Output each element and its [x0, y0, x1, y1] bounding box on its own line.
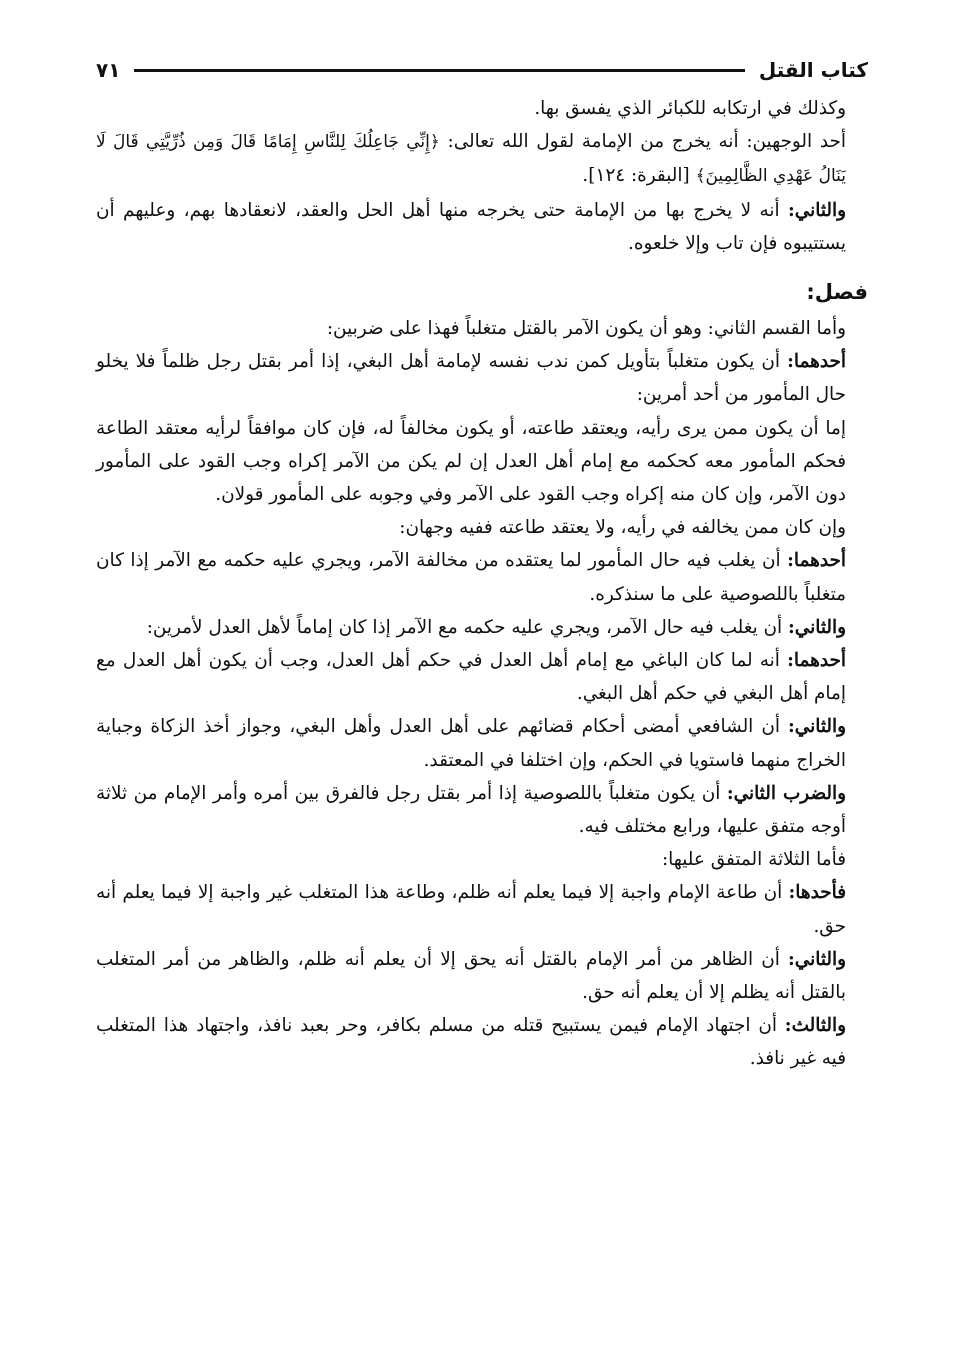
running-title: كتاب القتل [758, 58, 868, 82]
paragraph-lead: والثاني: [788, 199, 846, 221]
paragraph-text: وإن كان ممن يخالفه في رأيه، ولا يعتقد طاعته ففيه وجهان: [399, 517, 846, 539]
quran-verse: ﴿إِنِّي جَاعِلُكَ لِلنَّاسِ إِمَامًا قَالَ وَمِن ذُرِّيَّتِي قَالَ لَا يَنَالُ عَهْدِي الظَّالِمِينَ﴾ [96, 132, 846, 187]
paragraph-text: أن طاعة الإمام واجبة إلا فيما يعلم أنه ظلم، وطاعة هذا المتغلب غير واجبة إلا فيما يعلم أنه حق. [96, 882, 846, 937]
paragraph-text: أن يغلب فيه حال المأمور لما يعتقده من مخالفة الآمر، ويجري عليه حكمه مع الآمر إذا كان متغلباً باللصوصية على ما سنذكره. [96, 550, 846, 605]
paragraph-text: أن اجتهاد الإمام فيمن يستبيح قتله من مسلم بكافر، وحر بعبد نافذ، واجتهاد هذا المتغلب فيه غير نافذ. [96, 1015, 846, 1070]
paragraph [96, 312, 868, 345]
page-header [96, 48, 868, 92]
section-heading: فصل: [806, 280, 868, 305]
paragraph [96, 511, 868, 544]
book-page [96, 48, 868, 1076]
paragraph-lead: والثاني: [788, 716, 846, 738]
paragraph-text: وكذلك في ارتكابه للكبائر الذي يفسق بها. [534, 98, 846, 119]
paragraph [96, 710, 868, 776]
paragraph-text: أن يكون متغلباً باللصوصية إذا أمر بقتل رجل فالفرق بين أمره وأمر الإمام من ثلاثة أوجه متفق عليها، ورابع مختلف فيه. [96, 782, 846, 838]
paragraph-text: أنه لا يخرج بها من الإمامة حتى يخرجه منها أهل الحل والعقد، لانعقادها بهم، وعليهم أن يستتيبوه فإن تاب وإلا خلعوه. [96, 199, 846, 254]
paragraph [96, 876, 868, 942]
paragraph [96, 1009, 868, 1075]
paragraph [96, 544, 868, 610]
paragraph-text: أنه لما كان الباغي مع إمام أهل العدل في حكم أهل العدل، وجب أن يكون أهل العدل مع إمام أهل البغي في حكم أهل البغي. [96, 650, 846, 705]
paragraph-lead: والثاني: [788, 616, 846, 638]
paragraph [96, 611, 868, 644]
paragraph [96, 412, 868, 512]
paragraph-lead: والثاني: [788, 948, 846, 970]
paragraph [96, 125, 868, 193]
paragraph-lead: فأحدها: [788, 882, 846, 904]
paragraph [96, 644, 868, 710]
paragraph-lead: والثالث: [784, 1015, 846, 1037]
paragraph-lead: أحدهما: [787, 550, 846, 572]
paragraph [96, 843, 868, 876]
paragraph [96, 777, 868, 843]
paragraph-lead: والضرب الثاني: [726, 782, 846, 804]
paragraph-lead: أحدهما: [787, 351, 846, 373]
paragraph [96, 345, 868, 411]
header-rule [134, 69, 744, 72]
paragraph-lead: أحدهما: [787, 650, 846, 672]
paragraph [96, 943, 868, 1009]
paragraph-text: أحد الوجهين: أنه يخرج من الإمامة لقول الله تعالى: [439, 131, 846, 153]
paragraph-text: أن يكون متغلباً بتأويل كمن ندب نفسه لإمامة أهل البغي، إذا أمر بقتل رجل ظلماً فلا يخلو حال المأمور من أحد أمرين: [96, 351, 846, 406]
paragraph [96, 194, 868, 260]
paragraph [96, 92, 868, 125]
paragraph-text: فأما الثلاثة المتفق عليها: [661, 849, 846, 871]
paragraph-text: أن الشافعي أمضى أحكام قضائهم على أهل العدل وأهل البغي، وجواز أخذ الزكاة وجباية الخراج منهما فاستويا في الحكم، وإن اختلفا في المعتقد. [96, 716, 846, 771]
paragraph-text: أن الظاهر من أمر الإمام بالقتل أنه يحق إلا أن يعلم أنه ظلم، والظاهر من أمر المتغلب بالقتل أنه يظلم إلا أن يعلم أنه حق. [96, 948, 846, 1004]
verse-reference: [البقرة: ١٢٤]. [582, 165, 696, 187]
paragraph-text: وأما القسم الثاني: وهو أن يكون الآمر بالقتل متغلباً فهذا على ضربين: [326, 318, 846, 340]
paragraph-text: إما أن يكون ممن يرى رأيه، ويعتقد طاعته، أو يكون مخالفاً له، فإن كان موافقاً لرأيه معتقد الطاعة فحكم المأمور معه كحكمه مع إمام أهل العدل إن لم يكن من الآمر إكراه وجب القود على المأمور دون الآمر، وإن كان منه إكراه وجب القود على الآمر وفي وجوبه على المأمور قولان. [96, 417, 846, 506]
paragraph-text: أن يغلب فيه حال الآمر، ويجري عليه حكمه مع الآمر إذا كان إماماً لأهل العدل لأمرين: [146, 616, 789, 638]
page-body [96, 92, 868, 1076]
page-number: ٧١ [96, 58, 121, 82]
